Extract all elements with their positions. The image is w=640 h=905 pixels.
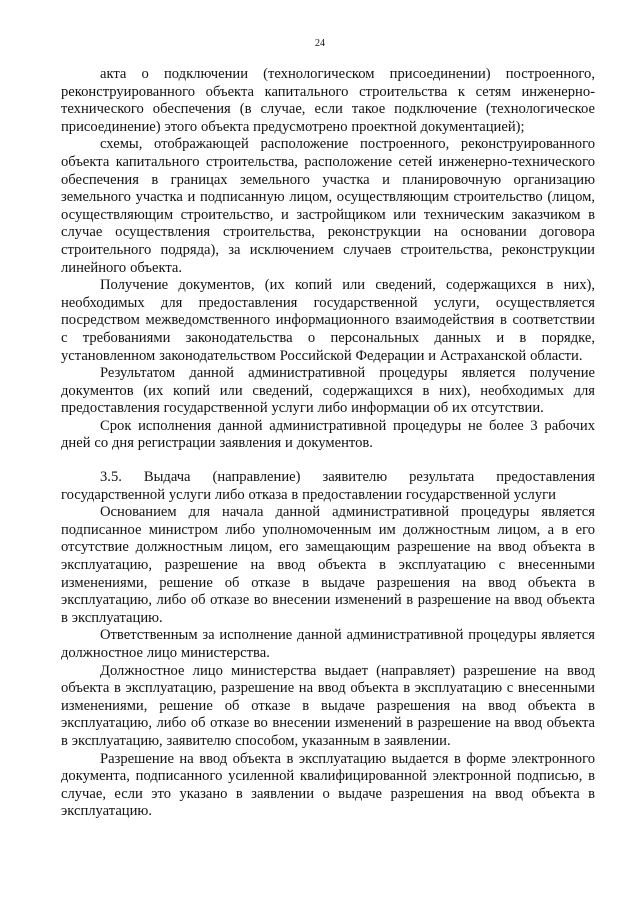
section-spacer bbox=[61, 453, 595, 469]
paragraph-responsible-official: Ответственным за исполнение данной административной процедуры является должностное лицо министерства. bbox=[61, 627, 595, 661]
paragraph-issuance: Должностное лицо министерства выдает (направляет) разрешение на ввод объекта в эксплуатацию, разрешение на ввод объекта в эксплуатацию с внесенными изменениями, решение об отказе в выдаче разрешения на ввод объекта в эксплуатацию, либо об отказе во внесении изменений в разрешение на ввод объекта в эксплуатацию, заявителю способом, указанным в заявлении. bbox=[61, 662, 595, 749]
document-body bbox=[61, 66, 595, 821]
section-heading-3-5: 3.5. Выдача (направление) заявителю результата предоставления государственной услуги либо отказа в предоставлении государственной услуги bbox=[61, 469, 595, 503]
paragraph-schemes: схемы, отображающей расположение построенного, реконструированного объекта капитального строительства, расположение сетей инженерно-технического обеспечения в границах земельного участка и планировочную организацию земельного участка и подписанную лицом, осуществляющим строительство (лицом, осуществляющим строительство, и застройщиком или техническим заказчиком в случае осуществления строительства, реконструкции на основании договора строительного подряда), за исключением случаев строительства, реконструкции линейного объекта. bbox=[61, 136, 595, 276]
paragraph-act-connection: акта о подключении (технологическом присоединении) построенного, реконструированного объекта капитального строительства к сетям инженерно-технического обеспечения (в случае, если такое подключение (технологическое присоединение) этого объекта предусмотрено проектной документацией); bbox=[61, 66, 595, 135]
paragraph-obtaining-documents: Получение документов, (их копий или сведений, содержащихся в них), необходимых для предоставления государственной услуги, осуществляется посредством межведомственного информационного взаимодействия в соответствии с требованиями законодательства о персональных данных и в порядке, установленном законодательством Российской Федерации и Астраханской области. bbox=[61, 277, 595, 364]
page-number: 24 bbox=[315, 38, 325, 49]
paragraph-procedure-deadline: Срок исполнения данной административной процедуры не более 3 рабочих дней со дня регистрации заявления и документов. bbox=[61, 417, 595, 452]
paragraph-procedure-result: Результатом данной административной процедуры является получение документов (их копий или сведений, содержащихся в них), необходимых для предоставления государственной услуги либо информации об их отсутствии. bbox=[61, 365, 595, 417]
paragraph-procedure-basis: Основанием для начала данной административной процедуры является подписанное министром либо уполномоченным им должностным лицом, а в его отсутствие должностным лицом, его замещающим разрешение на ввод объекта в эксплуатацию, разрешение на ввод объекта в эксплуатацию с внесенными изменениями, решение об отказе в выдаче разрешения на ввод объекта в эксплуатацию, либо об отказе во внесении изменений в разрешение на ввод объекта в эксплуатацию. bbox=[61, 504, 595, 626]
paragraph-electronic-permit: Разрешение на ввод объекта в эксплуатацию выдается в форме электронного документа, подписанного усиленной квалифицированной электронной подписью, в случае, если это указано в заявлении о выдаче разрешения на ввод объекта в эксплуатацию. bbox=[61, 750, 595, 820]
